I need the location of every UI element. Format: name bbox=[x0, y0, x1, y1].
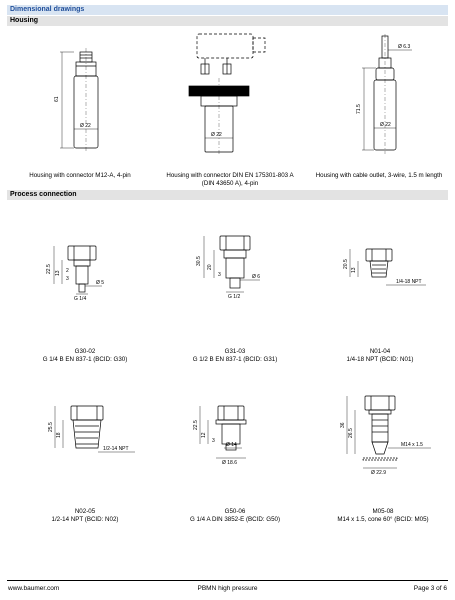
dim-label: Ø 22 bbox=[380, 122, 391, 128]
caption-desc: 1/2-14 NPT (BCID: N02) bbox=[51, 516, 119, 523]
caption-code: N02-05 bbox=[74, 508, 96, 515]
caption-desc: M14 x 1.5, cone 60° (BCID: M05) bbox=[337, 516, 429, 523]
drawing-housing-cable bbox=[348, 32, 438, 157]
dim-label: 3 bbox=[212, 438, 215, 444]
dim-label: Ø 5 bbox=[96, 280, 105, 286]
dim-label: 30.5 bbox=[196, 256, 202, 266]
dim-label: 3 bbox=[218, 272, 221, 278]
caption-m05-08 bbox=[318, 508, 448, 524]
dim-label: 1/4-18 NPT bbox=[396, 279, 422, 285]
drawing-g31-03 bbox=[188, 230, 278, 300]
caption-code: M05-08 bbox=[372, 508, 394, 515]
drawing-n02-05 bbox=[45, 400, 145, 470]
drawing-housing-m12 bbox=[40, 44, 130, 159]
dim-label: 61 bbox=[54, 96, 60, 102]
subsection-title-housing: Housing bbox=[7, 16, 448, 26]
dim-label: Ø 22 bbox=[211, 132, 222, 138]
dim-label: 26.5 bbox=[348, 428, 354, 438]
dim-label: G 1/4 bbox=[74, 296, 87, 302]
dim-label: 13 bbox=[55, 270, 61, 276]
caption-g50-06 bbox=[165, 508, 305, 524]
caption-code: G31-03 bbox=[224, 348, 246, 355]
caption-code: N01-04 bbox=[369, 348, 391, 355]
dim-label: 22.5 bbox=[193, 420, 199, 430]
caption-desc: G 1/4 B EN 837-1 (BCID: G30) bbox=[42, 356, 128, 363]
dim-label: Ø 18.6 bbox=[222, 460, 238, 466]
dim-label: Ø 6 bbox=[252, 274, 261, 280]
dim-label: 12 bbox=[201, 432, 207, 438]
footer-divider bbox=[7, 580, 448, 581]
drawing-n01-04 bbox=[338, 245, 438, 300]
footer-product-name: PBMN high pressure bbox=[197, 585, 258, 592]
subsection-title-process-connection: Process connection bbox=[7, 190, 448, 200]
dim-label: 3 bbox=[66, 276, 69, 282]
dim-label: 25.5 bbox=[48, 422, 54, 432]
dim-label: Ø 22.9 bbox=[371, 470, 387, 476]
dim-label: 22.5 bbox=[46, 264, 52, 274]
dim-label: M14 x 1.5 bbox=[401, 442, 423, 448]
dim-label: 20 bbox=[207, 264, 213, 270]
drawing-m05-08 bbox=[335, 392, 445, 482]
dim-label: 71.5 bbox=[356, 104, 362, 114]
dim-label: 20.5 bbox=[343, 259, 349, 269]
caption-housing-din: Housing with connector DIN EN 175301-803 A (DIN 43650 A), 4-pin bbox=[166, 172, 294, 187]
dim-label: 2 bbox=[66, 268, 69, 274]
caption-g30-02 bbox=[25, 348, 145, 364]
caption-housing-m12: Housing with connector M12-A, 4-pin bbox=[29, 172, 131, 179]
dim-label: Ø 14 bbox=[226, 442, 237, 448]
dim-label: 18 bbox=[56, 432, 62, 438]
dim-label: 36 bbox=[340, 422, 346, 428]
caption-n01-04 bbox=[325, 348, 435, 364]
footer-website-link[interactable]: www.baumer.com bbox=[8, 585, 60, 592]
dim-label: Ø 22 bbox=[80, 123, 91, 129]
section-title-dimensional-drawings: Dimensional drawings bbox=[7, 5, 448, 15]
dim-label: 1/2-14 NPT bbox=[103, 446, 129, 452]
dim-label: G 1/2 bbox=[228, 294, 241, 300]
caption-n02-05 bbox=[25, 508, 145, 524]
caption-code: G50-06 bbox=[224, 508, 246, 515]
caption-desc: 1/4-18 NPT (BCID: N01) bbox=[346, 356, 414, 363]
drawing-g30-02 bbox=[38, 238, 128, 308]
drawing-g50-06 bbox=[180, 400, 280, 470]
caption-desc: G 1/4 A DIN 3852-E (BCID: G50) bbox=[189, 516, 281, 523]
caption-g31-03 bbox=[170, 348, 300, 364]
caption-code: G30-02 bbox=[74, 348, 96, 355]
caption-desc: G 1/2 B EN 837-1 (BCID: G31) bbox=[192, 356, 278, 363]
dim-label: Ø 6.3 bbox=[398, 44, 411, 50]
footer-page-number: Page 3 of 6 bbox=[413, 585, 447, 592]
drawing-housing-din bbox=[175, 28, 275, 158]
caption-housing-cable: Housing with cable outlet, 3-wire, 1.5 m length bbox=[315, 172, 443, 179]
dim-label: 13 bbox=[351, 267, 357, 273]
